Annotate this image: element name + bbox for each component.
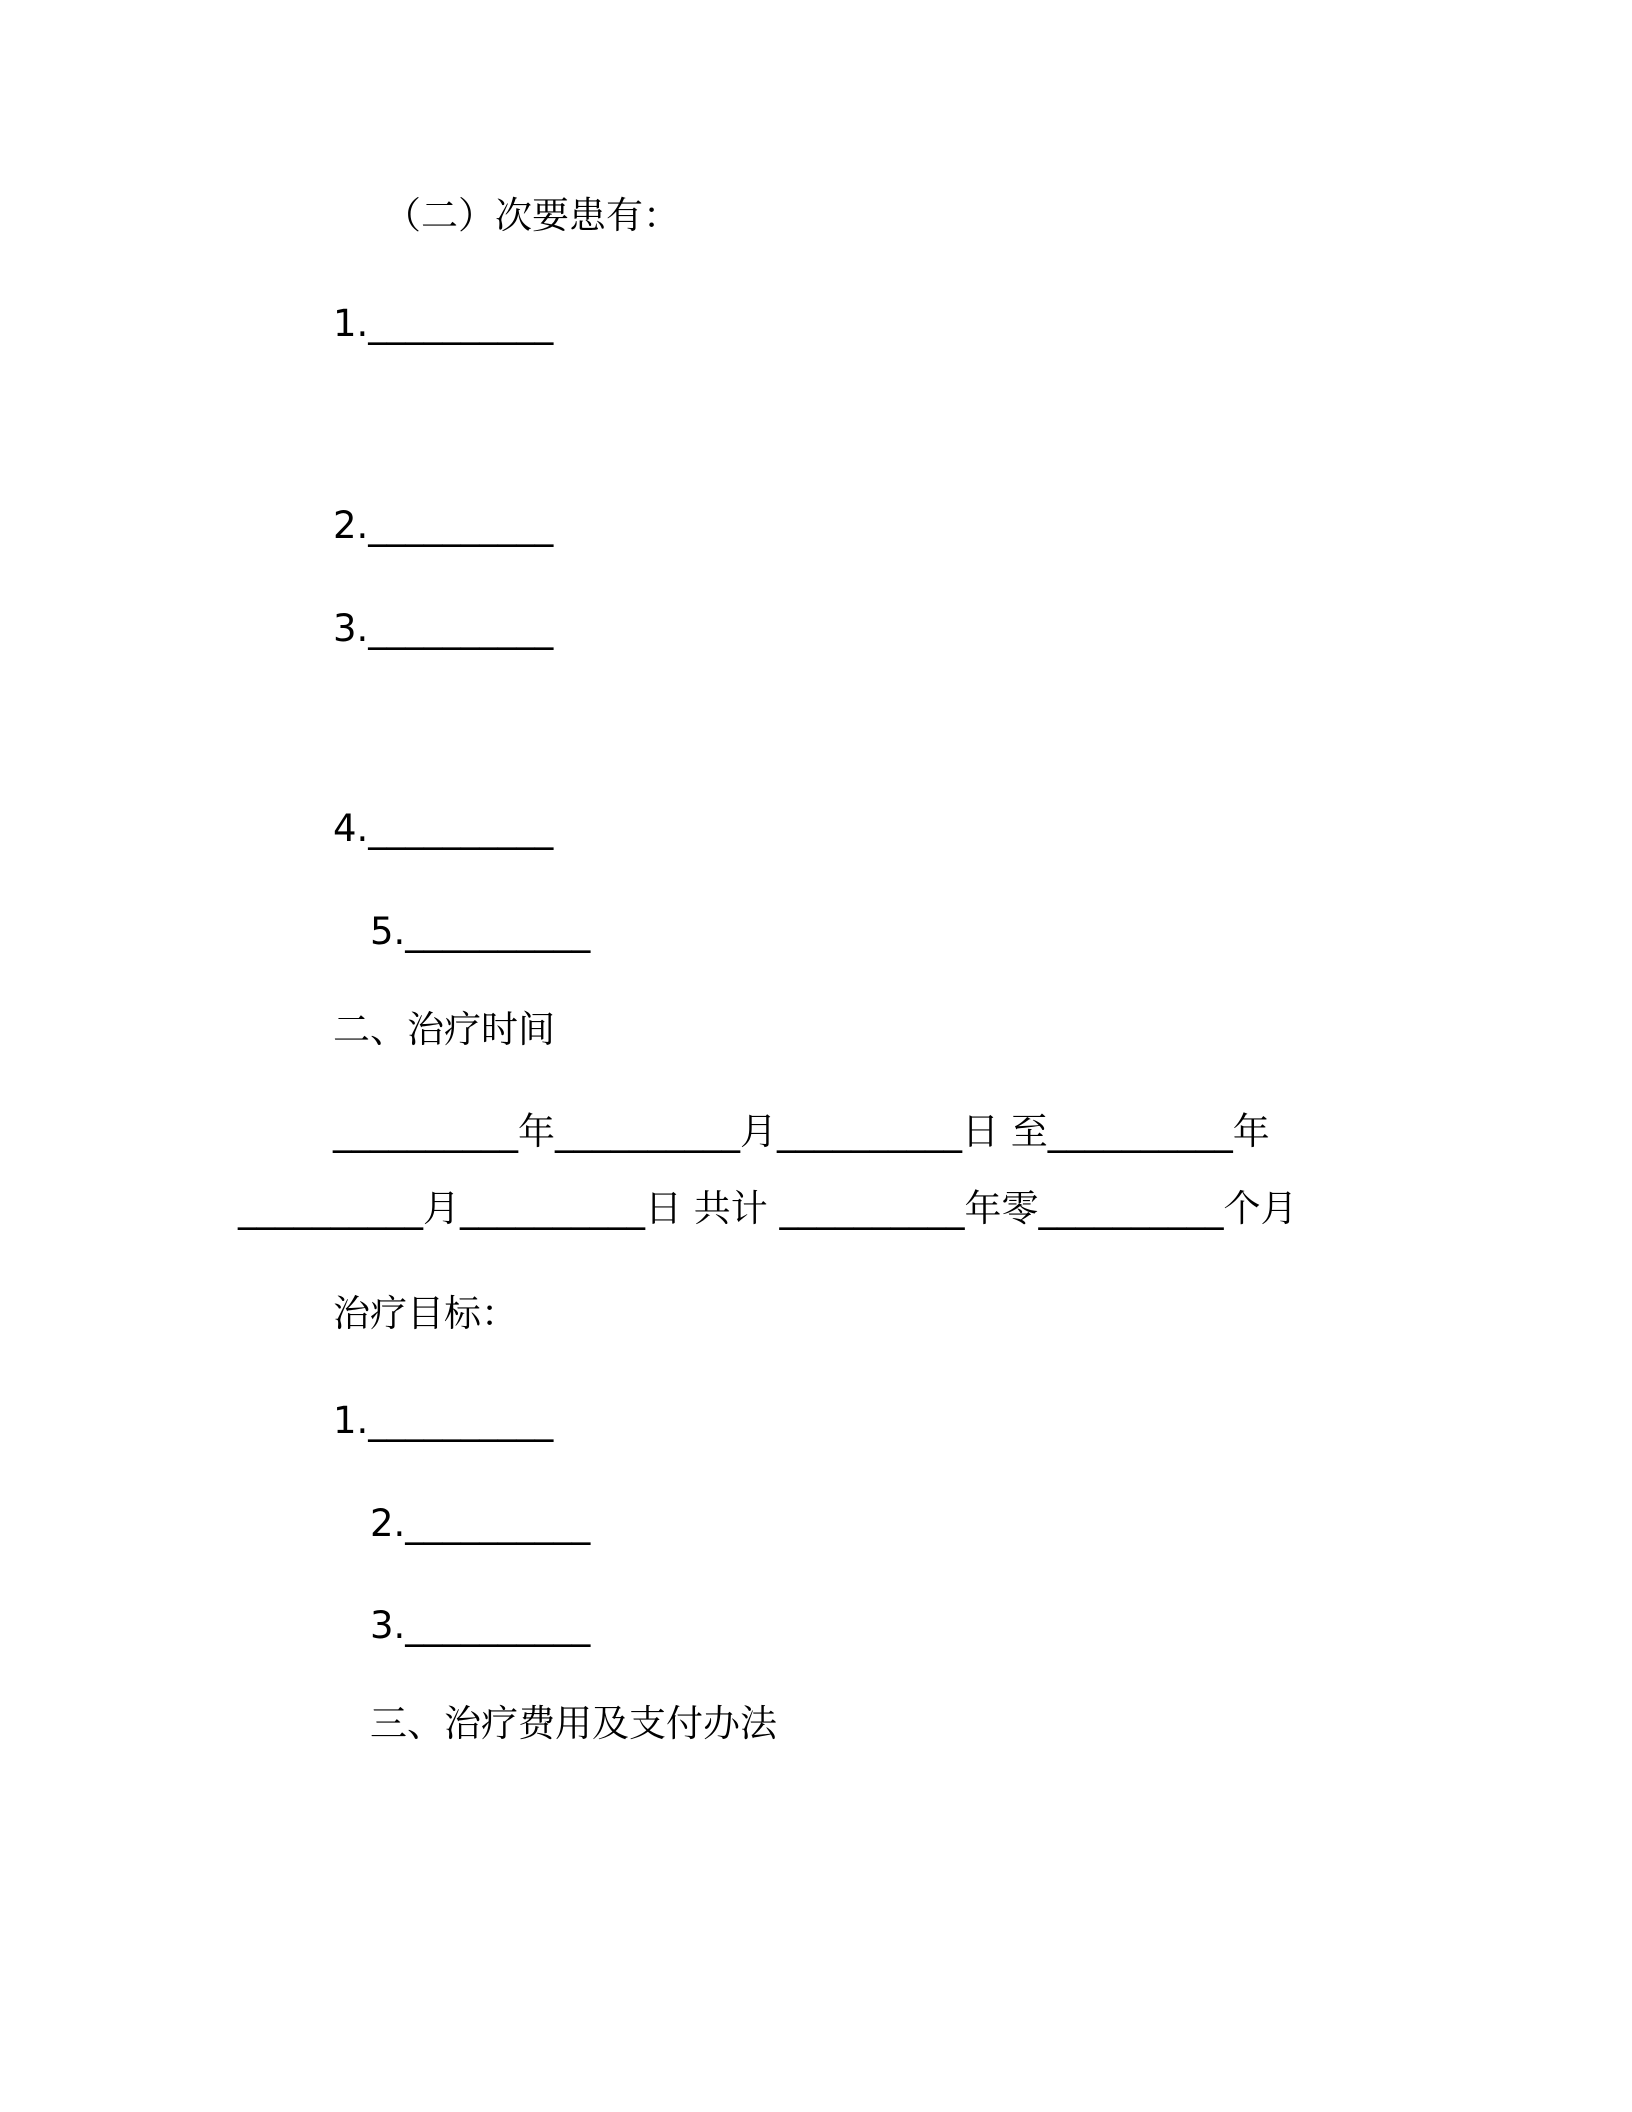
goal-item-2: 2.__________ [370, 1502, 591, 1545]
secondary-item-5: 5.__________ [370, 910, 591, 953]
goals-heading: 治疗目标： [333, 1292, 518, 1335]
secondary-item-3: 3.__________ [333, 607, 554, 650]
treatment-time-line-1: __________年__________月__________日 至__________年 [333, 1110, 1270, 1153]
treatment-time-line-2: __________月__________日 共计 __________年零__________个月 [238, 1187, 1298, 1230]
secondary-item-1: 1.__________ [333, 302, 554, 345]
secondary-heading: （二）次要患有： [384, 194, 680, 237]
goal-item-1: 1.__________ [333, 1399, 554, 1442]
treatment-time-heading: 二、治疗时间 [333, 1008, 555, 1051]
secondary-item-4: 4.__________ [333, 807, 554, 850]
fees-heading: 三、治疗费用及支付办法 [370, 1702, 777, 1745]
goal-item-3: 3.__________ [370, 1604, 591, 1647]
secondary-item-2: 2.__________ [333, 504, 554, 547]
